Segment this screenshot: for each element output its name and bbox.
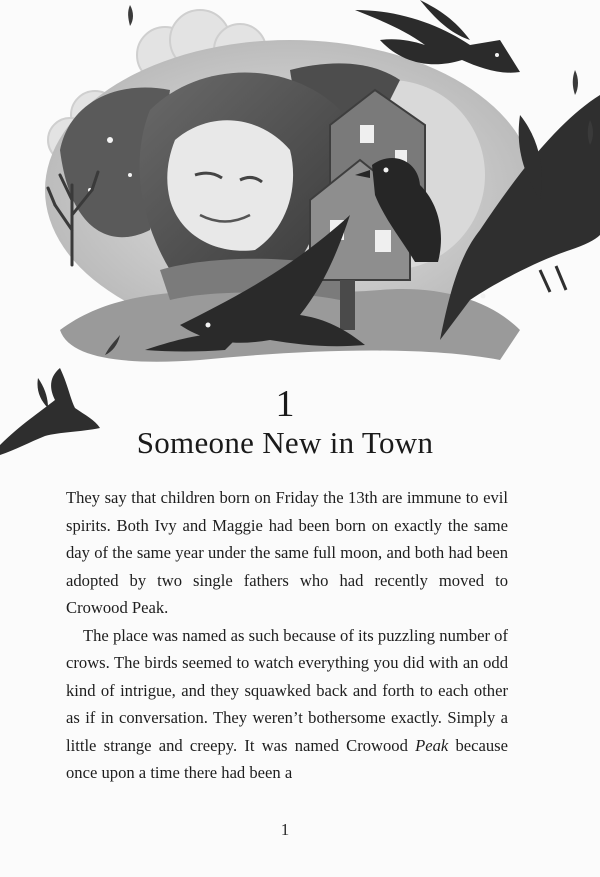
chapter-number: 1 xyxy=(275,383,295,425)
page-number: 1 xyxy=(280,820,290,839)
paragraph-1: They say that children born on Friday the 13th are immune to evil spirits. Both Ivy and Maggie had been born on exactly the same day of the same year under the same full moon, and both had been adopted by two single fathers who had recently moved to Crowood Peak. xyxy=(66,488,508,617)
chapter-body xyxy=(66,484,508,787)
paragraph-2-text-start: The place was named as such because of its puzzling number of crows. The birds seemed to watch everything you did with an odd kind of intrigue, and they squawked back and forth to each other as if in conversation. They weren’t bothersome exactly. Simply a little strange and creepy. It was named Crowood xyxy=(66,625,508,755)
italic-peak: Peak xyxy=(415,735,449,755)
chapter-title: Someone New in Town xyxy=(136,425,434,460)
paragraph-2 xyxy=(66,622,508,787)
paragraph-2-text-end: because once upon a time there had been a xyxy=(66,735,508,782)
